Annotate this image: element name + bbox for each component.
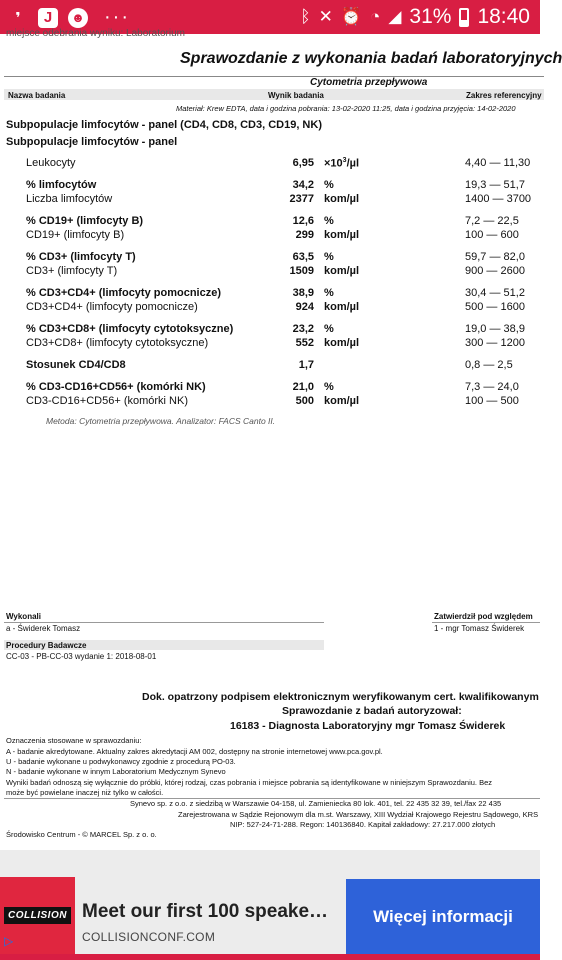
- footer-nip: NIP: 527-24-71-288. Regon: 140136840. Kapitał zakładowy: 27.217.000 złotych: [230, 820, 496, 829]
- test-value: 924: [295, 301, 314, 313]
- test-value: 1509: [289, 265, 314, 277]
- test-range: 100 — 500: [465, 395, 519, 407]
- table-row: [0, 395, 540, 409]
- mute-icon: ✕: [318, 7, 333, 26]
- navigation-bar: [0, 954, 540, 960]
- test-value: 63,5: [292, 251, 314, 263]
- panel-title: Subpopulacje limfocytów - panel (CD4, CD8, CD3, CD19, NK): [6, 119, 322, 131]
- signal-icon: ◢: [388, 7, 402, 26]
- table-row: [0, 215, 540, 229]
- test-value: 38,9: [292, 287, 314, 299]
- test-unit: kom/µl: [324, 229, 360, 241]
- table-row: [0, 157, 540, 171]
- cut-off-header-text: miejsce odebrania wyniku: Laboratorium: [6, 28, 185, 39]
- test-value: 552: [295, 337, 314, 349]
- section-heading: Cytometria przepływowa: [310, 77, 428, 88]
- test-range: 30,4 — 51,2: [465, 287, 525, 299]
- table-row: [0, 179, 540, 193]
- test-unit: kom/µl: [324, 395, 360, 407]
- legend-u: U - badanie wykonane u podwykonawcy zgodnie z procedurą PO-03.: [6, 757, 236, 766]
- test-range: 59,7 — 82,0: [465, 251, 525, 263]
- test-unit: %: [324, 179, 334, 191]
- test-name: % CD3+CD8+ (limfocyty cytotoksyczne): [26, 323, 234, 335]
- signature-line-3: 16183 - Diagnosta Laboratoryjny mgr Tomasz Świderek: [230, 720, 506, 732]
- table-row: [0, 301, 540, 315]
- test-value: 500: [295, 395, 314, 407]
- test-range: 500 — 1600: [465, 301, 525, 313]
- table-row: [0, 229, 540, 243]
- test-value: 12,6: [292, 215, 314, 227]
- column-header-range: Zakres referencyjny: [466, 91, 542, 100]
- face-icon: ☻: [68, 8, 88, 28]
- test-name: % CD19+ (limfocyty B): [26, 215, 144, 227]
- divider: [4, 76, 544, 77]
- test-range: 7,2 — 22,5: [465, 215, 519, 227]
- test-value: 23,2: [292, 323, 314, 335]
- procedures-value: CC-03 - PB-CC-03 wydanie 1: 2018-08-01: [6, 652, 157, 661]
- test-unit: %: [324, 287, 334, 299]
- test-name: CD19+ (limfocyty B): [26, 229, 125, 241]
- ad-banner[interactable]: [0, 850, 540, 954]
- test-range: 4,40 — 11,30: [465, 157, 531, 169]
- battery-icon: [459, 8, 469, 27]
- legend-note-2: może być powielane inaczej niż tylko w całości.: [6, 788, 164, 797]
- test-name: % CD3+ (limfocyty T): [26, 251, 136, 263]
- test-range: 7,3 — 24,0: [465, 381, 519, 393]
- legend-title: Oznaczenia stosowane w sprawozdaniu:: [6, 736, 142, 745]
- test-value: 2377: [289, 193, 314, 205]
- test-unit: %: [324, 323, 334, 335]
- test-range: 900 — 2600: [465, 265, 525, 277]
- legend-n: N - badanie wykonane w innym Laboratorium Medycznym Synevo: [6, 767, 226, 776]
- test-name: Leukocyty: [26, 157, 76, 169]
- notification-icon: ❜: [15, 9, 21, 27]
- test-unit: kom/µl: [324, 337, 360, 349]
- test-unit: %: [324, 381, 334, 393]
- wifi-icon: ◔: [370, 7, 381, 26]
- signature-line-2: Sprawozdanie z badań autoryzował:: [282, 705, 462, 717]
- report-title: Sprawozdanie z wykonania badań laboratoryjnych: [180, 50, 562, 67]
- test-name: % CD3+CD4+ (limfocyty pomocnicze): [26, 287, 221, 299]
- performed-by-label: Wykonali: [6, 612, 41, 621]
- test-name: Stosunek CD4/CD8: [26, 359, 126, 371]
- battery-percent: 31%: [409, 5, 452, 28]
- column-header-result: Wynik badania: [268, 91, 324, 100]
- table-row: [0, 359, 540, 373]
- bluetooth-icon: ᛒ: [300, 7, 311, 26]
- test-unit: %: [324, 215, 334, 227]
- method-note: Metoda: Cytometria przepływowa. Analizator: FACS Canto II.: [46, 416, 276, 426]
- test-name: CD3+ (limfocyty T): [26, 265, 118, 277]
- material-info: Materiał: Krew EDTA, data i godzina pobrania: 13-02-2020 11:25, data i godzina przyjęcia: 14-02-2020: [176, 104, 516, 113]
- test-range: 0,8 — 2,5: [465, 359, 513, 371]
- test-name: % limfocytów: [26, 179, 97, 191]
- approved-label: Zatwierdził pod względem: [434, 612, 533, 621]
- test-unit: kom/µl: [324, 193, 360, 205]
- procedures-label: Procedury Badawcze: [6, 641, 87, 650]
- test-name: CD3-CD16+CD56+ (komórki NK): [26, 395, 188, 407]
- test-range: 1400 — 3700: [465, 193, 532, 205]
- footer-registry: Zarejestrowana w Sądzie Rejonowym dla m.st. Warszawy, XIII Wydział Krajowego Rejestru Sądowego, KRS: [178, 810, 539, 819]
- footer-software: Środowisko Centrum - © MARCEL Sp. z o. o.: [6, 830, 157, 839]
- divider: [432, 622, 540, 623]
- test-range: 100 — 600: [465, 229, 519, 241]
- table-row: [0, 337, 540, 351]
- test-value: 6,95: [292, 157, 314, 169]
- status-bar-notifications: [8, 6, 130, 29]
- footer-address: Synevo sp. z o.o. z siedzibą w Warszawie 04-158, ul. Zamieniecka 80 lok. 401, tel. 22 435 32 39, tel./fax 22 435: [130, 799, 502, 808]
- test-name: % CD3-CD16+CD56+ (komórki NK): [26, 381, 206, 393]
- ad-headline[interactable]: Meet our first 100 speake…: [82, 901, 329, 922]
- test-name: CD3+CD4+ (limfocyty pomocnicze): [26, 301, 198, 313]
- alarm-icon: ⏰: [340, 7, 363, 26]
- test-name: CD3+CD8+ (limfocyty cytotoksyczne): [26, 337, 209, 349]
- test-unit: kom/µl: [324, 301, 360, 313]
- column-header-test: Nazwa badania: [8, 91, 66, 100]
- approved-value: 1 - mgr Tomasz Świderek: [434, 624, 525, 633]
- test-value: 21,0: [292, 381, 314, 393]
- table-row: [0, 193, 540, 207]
- test-name: Liczba limfocytów: [26, 193, 113, 205]
- test-unit: $\times 10^3/\mu l$: [324, 157, 360, 170]
- legend-a: A - badanie akredytowane. Aktualny zakres akredytacji AM 002, dostępny na stronie internetowej www.pca.gov.pl.: [6, 747, 383, 756]
- ad-cta-button[interactable]: Więcej informacji: [346, 879, 540, 954]
- table-row: [0, 251, 540, 265]
- signature-line-1: Dok. opatrzony podpisem elektronicznym weryfikowanym cert. kwalifikowanym: [142, 691, 539, 703]
- table-row: [0, 381, 540, 395]
- divider: [4, 622, 324, 623]
- pdf-document-view[interactable]: [0, 28, 562, 850]
- app-icon-j: J: [38, 8, 58, 28]
- performed-by-value: a - Świderek Tomasz: [6, 624, 81, 633]
- test-value: 299: [295, 229, 314, 241]
- table-row: [0, 323, 540, 337]
- ad-url[interactable]: COLLISIONCONF.COM: [82, 930, 216, 944]
- clock: 18:40: [477, 5, 530, 28]
- test-value: 34,2: [292, 179, 314, 191]
- legend-note: Wyniki badań odnoszą się wyłącznie do próbki, której rodzaj, czas pobrania i miejsce pobrania są identyfikowane w niniejszym Sprawozdaniu. Bez: [6, 778, 493, 787]
- more-notifications-icon: ···: [104, 6, 130, 28]
- ad-logo-text: COLLISION: [4, 907, 71, 924]
- status-bar-system: [300, 5, 530, 29]
- test-unit: %: [324, 251, 334, 263]
- test-range: 300 — 1200: [465, 337, 525, 349]
- table-row: [0, 265, 540, 279]
- table-row: [0, 287, 540, 301]
- adchoices-icon[interactable]: ▷: [4, 934, 14, 948]
- panel-subtitle: Subpopulacje limfocytów - panel: [6, 136, 178, 148]
- test-unit: kom/µl: [324, 265, 360, 277]
- test-value: 1,7: [298, 359, 314, 371]
- test-range: 19,3 — 51,7: [465, 179, 525, 191]
- test-range: 19,0 — 38,9: [465, 323, 525, 335]
